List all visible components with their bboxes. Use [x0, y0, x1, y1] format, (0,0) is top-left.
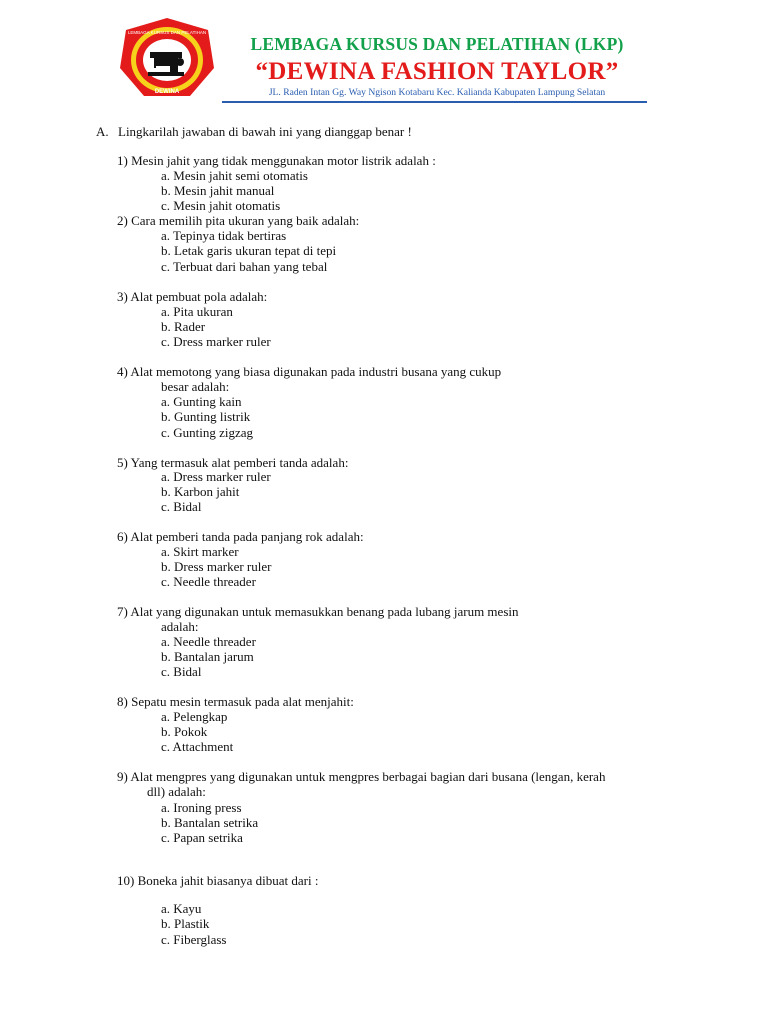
logo-bottom-text: DEWINA [154, 89, 180, 95]
option-2b[interactable]: b. Letak garis ukuran tepat di tepi [161, 243, 337, 258]
question-3: 3) Alat pembuat pola adalah: [117, 289, 268, 304]
option-5c[interactable]: c. Bidal [161, 499, 202, 514]
option-8b[interactable]: b. Pokok [161, 724, 208, 739]
option-3c[interactable]: c. Dress marker ruler [161, 334, 271, 349]
section-letter: A. [96, 124, 109, 139]
option-8c[interactable]: c. Attachment [161, 739, 234, 754]
option-10a[interactable]: a. Kayu [161, 901, 202, 916]
question-4-continued: besar adalah: [161, 379, 230, 394]
option-10c[interactable]: c. Fiberglass [161, 932, 227, 947]
option-9c[interactable]: c. Papan setrika [161, 830, 243, 845]
option-7a[interactable]: a. Needle threader [161, 634, 256, 649]
question-2: 2) Cara memilih pita ukuran yang baik adalah: [117, 213, 360, 228]
header-divider [222, 101, 647, 103]
option-7b[interactable]: b. Bantalan jarum [161, 649, 254, 664]
option-3b[interactable]: b. Rader [161, 319, 206, 334]
option-6c[interactable]: c. Needle threader [161, 574, 256, 589]
option-2a[interactable]: a. Tepinya tidak bertiras [161, 228, 287, 243]
question-8: 8) Sepatu mesin termasuk pada alat menjahit: [117, 694, 354, 709]
option-3a[interactable]: a. Pita ukuran [161, 304, 233, 319]
org-title: LEMBAGA KURSUS DAN PELATIHAN (LKP) [250, 34, 624, 54]
option-5b[interactable]: b. Karbon jahit [161, 484, 240, 499]
option-4b[interactable]: b. Gunting listrik [161, 409, 251, 424]
option-6a[interactable]: a. Skirt marker [161, 544, 239, 559]
option-9a[interactable]: a. Ironing press [161, 800, 242, 815]
question-5: 5) Yang termasuk alat pemberi tanda adalah: [117, 455, 349, 470]
option-6b[interactable]: b. Dress marker ruler [161, 559, 272, 574]
question-4: 4) Alat memotong yang biasa digunakan pada industri busana yang cukup [117, 364, 502, 379]
option-9b[interactable]: b. Bantalan setrika [161, 815, 259, 830]
option-1c[interactable]: c. Mesin jahit otomatis [161, 198, 281, 213]
option-1b[interactable]: b. Mesin jahit manual [161, 183, 275, 198]
option-5a[interactable]: a. Dress marker ruler [161, 469, 271, 484]
instruction-text: Lingkarilah jawaban di bawah ini yang dianggap benar ! [118, 124, 412, 139]
option-4c[interactable]: c. Gunting zigzag [161, 425, 254, 440]
option-2c[interactable]: c. Terbuat dari bahan yang tebal [161, 259, 328, 274]
option-1a[interactable]: a. Mesin jahit semi otomatis [161, 168, 308, 183]
org-address: JL. Raden Intan Gg. Way Ngison Kotabaru Kec. Kalianda Kabupaten Lampung Selatan [268, 87, 606, 98]
logo-ring-text: LEMBAGA KURSUS DAN PELATIHAN [127, 30, 207, 35]
question-10: 10) Boneka jahit biasanya dibuat dari : [117, 873, 319, 888]
question-7-continued: adalah: [161, 619, 199, 634]
question-9-continued: dll) adalah: [147, 784, 206, 799]
section-instruction [96, 124, 412, 140]
option-7c[interactable]: c. Bidal [161, 664, 202, 679]
letterhead [0, 0, 768, 110]
question-6: 6) Alat pemberi tanda pada panjang rok adalah: [117, 529, 364, 544]
question-7: 7) Alat yang digunakan untuk memasukkan benang pada lubang jarum mesin [117, 604, 519, 619]
sewing-machine-logo-icon [118, 16, 216, 100]
option-8a[interactable]: a. Pelengkap [161, 709, 228, 724]
org-name: “DEWINA FASHION TAYLOR” [255, 58, 619, 85]
question-9: 9) Alat mengpres yang digunakan untuk mengpres berbagai bagian dari busana (lengan, kerah [117, 769, 606, 784]
option-4a[interactable]: a. Gunting kain [161, 394, 242, 409]
option-10b[interactable]: b. Plastik [161, 916, 210, 931]
question-1: 1) Mesin jahit yang tidak menggunakan motor listrik adalah : [117, 153, 436, 168]
